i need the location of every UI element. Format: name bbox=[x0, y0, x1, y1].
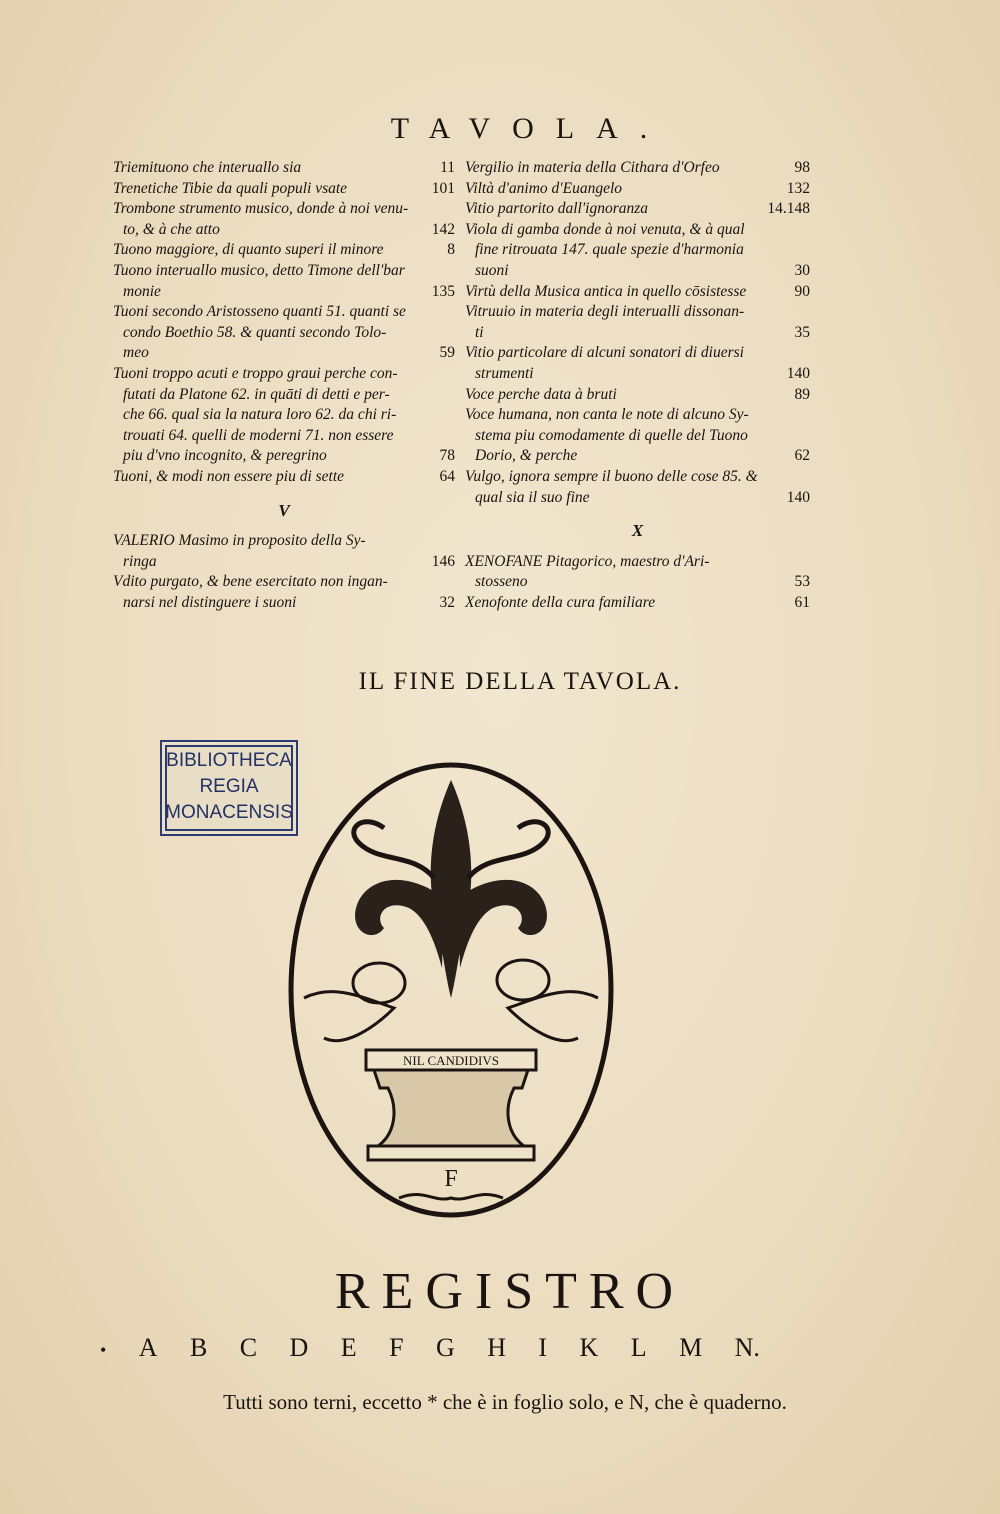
page-number: 14.148 bbox=[767, 200, 810, 218]
page-title: TAVOLA. bbox=[390, 112, 670, 145]
page-number: 53 bbox=[794, 573, 810, 591]
index-entry: Voce perche data à bruti 89 bbox=[465, 385, 810, 406]
index-entry: Virtù della Musica antica in quello cōsistesse 90 bbox=[465, 282, 810, 303]
index-entry: Triemituono che interuallo sia 11 bbox=[113, 158, 455, 179]
printer-emblem bbox=[284, 758, 618, 1228]
index-entry: VALERIO Masimo in proposito della Sy- ringa 146 bbox=[113, 531, 455, 572]
index-entry: Vulgo, ignora sempre il buono delle cose 85. & qual sia il suo fine 140 bbox=[465, 467, 810, 508]
index-entry: Tuoni secondo Aristosseno quanti 51. quanti se condo Boethio 58. & quanti secondo Tolo- meo 59 bbox=[113, 302, 455, 364]
index-entry: Vergilio in materia della Cithara d'Orfeo 98 bbox=[465, 158, 810, 179]
signature-letters bbox=[100, 1333, 760, 1363]
signature-letter: K bbox=[579, 1333, 599, 1362]
signature-letter: I bbox=[538, 1333, 548, 1362]
signature-letter: A bbox=[138, 1333, 158, 1362]
page-number: 64 bbox=[439, 467, 455, 485]
signature-letter: B bbox=[189, 1333, 208, 1362]
section-letter: V bbox=[278, 500, 290, 520]
registro-heading: REGISTRO bbox=[334, 1263, 686, 1320]
page-number: 90 bbox=[794, 282, 810, 300]
page-number: 140 bbox=[786, 488, 810, 506]
page-number: 61 bbox=[794, 593, 810, 611]
index-entry: Vitio particolare di alcuni sonatori di diuersi strumenti 140 bbox=[465, 343, 810, 384]
index-entry: Tuono maggiore, di quanto superi il minore 8 bbox=[113, 240, 455, 261]
collation-note: Tutti sono terni, eccetto * che è in foglio solo, e N, che è quaderno. bbox=[223, 1390, 787, 1414]
library-stamp: BIBLIOTHECA REGIA MONACENSIS bbox=[160, 740, 298, 836]
page-number: 135 bbox=[431, 282, 455, 300]
section-letter: X bbox=[631, 521, 644, 541]
index-entry: Tuoni troppo acuti e troppo graui perche con- futati da Platone 62. in quāti di detti e per- che 66. qual sia la natura loro 62. da chi ri- trouati 64. quelli de moderni 71. non essere piu d'vno incognito, & peregrino 78 bbox=[113, 364, 455, 467]
page-number: 78 bbox=[439, 447, 455, 465]
index-entry: Xenofonte della cura familiare 61 bbox=[465, 593, 810, 614]
signature-letter: C bbox=[239, 1333, 258, 1362]
index-entry: Tuoni, & modi non essere piu di sette 64 bbox=[113, 467, 455, 488]
index-entry: Trenetiche Tibie da quali populi vsate 101 bbox=[113, 179, 455, 200]
index-entry: Viltà d'animo d'Euangelo 132 bbox=[465, 179, 810, 200]
index-entry: Vdito purgato, & bene esercitato non ingan- narsi nel distinguere i suoni 32 bbox=[113, 572, 455, 613]
index-entry: Vitio partorito dall'ignoranza 14.148 bbox=[465, 199, 810, 220]
signature-letter: N. bbox=[734, 1333, 760, 1362]
page-number: 11 bbox=[440, 159, 455, 176]
emblem-motto: NIL CANDIDIVS bbox=[403, 1053, 499, 1068]
index-column-right bbox=[465, 158, 810, 613]
page-number: 101 bbox=[431, 179, 455, 197]
signature-letter: E bbox=[340, 1333, 357, 1362]
page-number: 30 bbox=[794, 261, 810, 279]
page-number: 8 bbox=[447, 241, 455, 259]
signature-letter: D bbox=[289, 1333, 309, 1362]
index-entry: Vitruuio in materia degli interualli dissonan- ti 35 bbox=[465, 302, 810, 343]
emblem-initial: F bbox=[444, 1166, 458, 1192]
page-number: 142 bbox=[431, 220, 455, 238]
page-number: 140 bbox=[786, 364, 810, 382]
bullet-mark: • bbox=[100, 1340, 107, 1360]
signature-letter: M bbox=[679, 1333, 703, 1362]
index-entry: XENOFANE Pitagorico, maestro d'Ari- stosseno 53 bbox=[465, 552, 810, 593]
page-number: 32 bbox=[439, 593, 455, 611]
index-entry: Trombone strumento musico, donde à noi venu- to, & à che atto 142 bbox=[113, 199, 455, 240]
page-number: 89 bbox=[794, 385, 810, 403]
page-number: 146 bbox=[431, 552, 455, 570]
page-number: 98 bbox=[794, 159, 810, 176]
page-number: 35 bbox=[794, 323, 810, 341]
index-entry: Voce humana, non canta le note di alcuno Sy- stema piu comodamente di quelle del Tuono Dorio, & perche 62 bbox=[465, 405, 810, 467]
page-number: 132 bbox=[786, 179, 810, 197]
index-column-left bbox=[113, 158, 455, 613]
index-entry: Tuono interuallo musico, detto Timone dell'bar monie 135 bbox=[113, 261, 455, 302]
page-number: 59 bbox=[439, 344, 455, 362]
signature-letter: L bbox=[630, 1333, 647, 1362]
end-of-table-heading: IL FINE DELLA TAVOLA. bbox=[358, 668, 682, 695]
signature-letter: G bbox=[435, 1333, 455, 1362]
index-entry: Viola di gamba donde à noi venuta, & à qual fine ritrouata 147. quale spezie d'harmonia suoni 30 bbox=[465, 220, 810, 282]
signature-letter: F bbox=[389, 1333, 404, 1362]
page-number: 62 bbox=[794, 447, 810, 465]
signature-letter: H bbox=[487, 1333, 506, 1362]
